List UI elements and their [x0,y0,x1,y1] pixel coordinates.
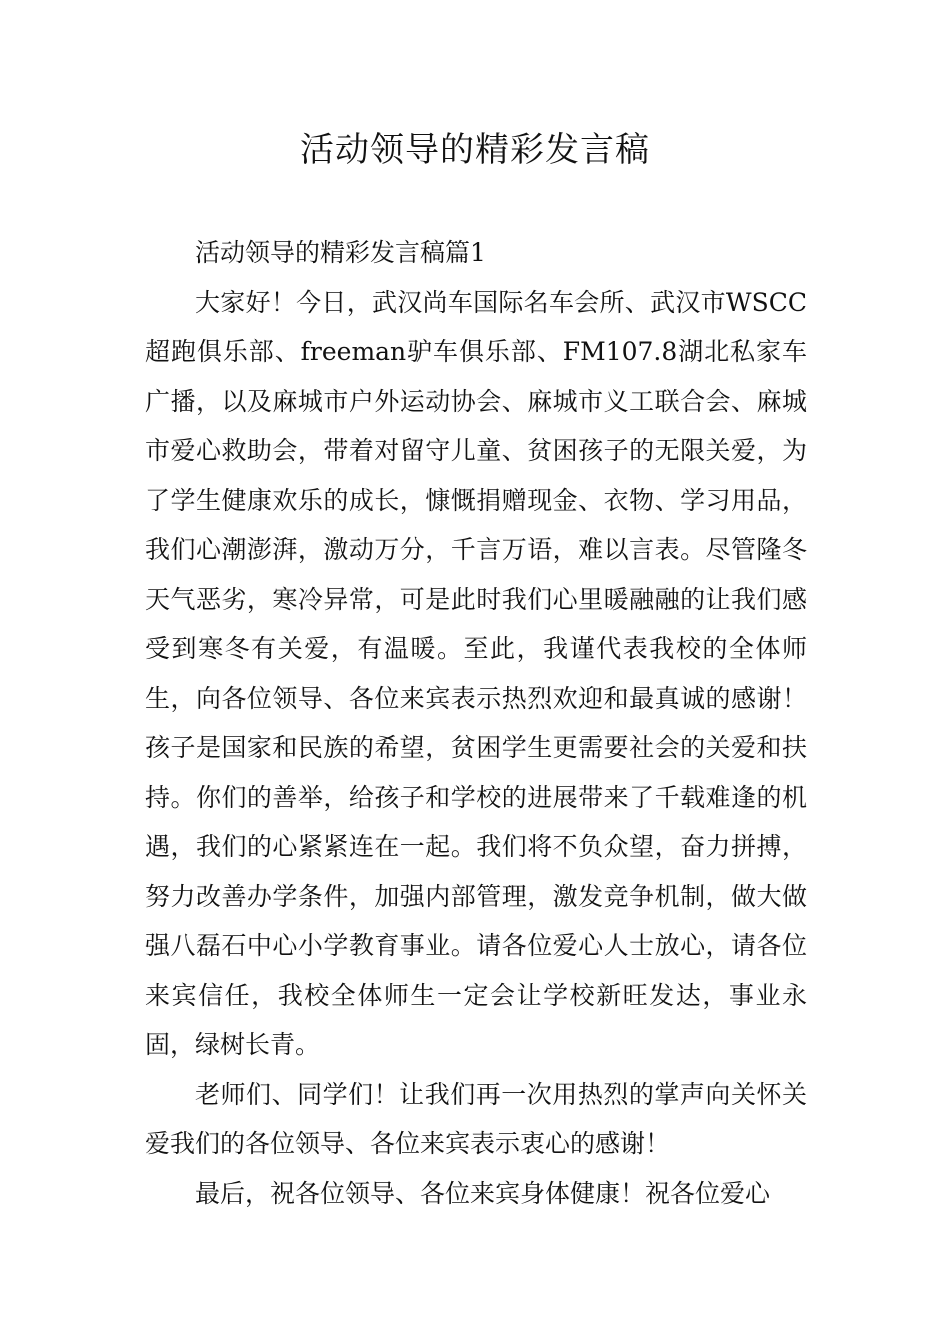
paragraph-1: 大家好！今日，武汉尚车国际名车会所、武汉市WSCC超跑俱乐部、freeman驴车俱乐部、FM107.8湖北私家车广播，以及麻城市户外运动协会、麻城市义工联合会、麻城市爱心救助会，带着对留守儿童、贫困孩子的无限关爱，为了学生健康欢乐的成长，慷慨捐赠现金、衣物、学习用品，我们心潮澎湃，激动万分，千言万语，难以言表。尽管隆冬天气恶劣，寒冷异常，可是此时我们心里暖融融的让我们感受到寒冬有关爱，有温暖。至此，我谨代表我校的全体师生，向各位领导、各位来宾表示热烈欢迎和最真诚的感谢！孩子是国家和民族的希望，贫困学生更需要社会的关爱和扶持。你们的善举，给孩子和学校的进展带来了千载难逢的机遇，我们的心紧紧连在一起。我们将不负众望，奋力拼搏，努力改善办学条件，加强内部管理，激发竞争机制，做大做强八磊石中心小学教育事业。请各位爱心人士放心，请各位来宾信任，我校全体师生一定会让学校新旺发达，事业永固，绿树长青。 [145,287,807,1059]
document-body [145,228,807,1218]
document-title: 活动领导的精彩发言稿 [300,130,650,170]
paragraph-3: 最后，祝各位领导、各位来宾身体健康！祝各位爱心 [195,1178,771,1208]
section-heading: 活动领导的精彩发言稿篇1 [195,238,486,267]
paragraph-2: 老师们、同学们！让我们再一次用热烈的掌声向关怀关爱我们的各位领导、各位来宾表示衷心的感谢！ [145,1079,807,1158]
